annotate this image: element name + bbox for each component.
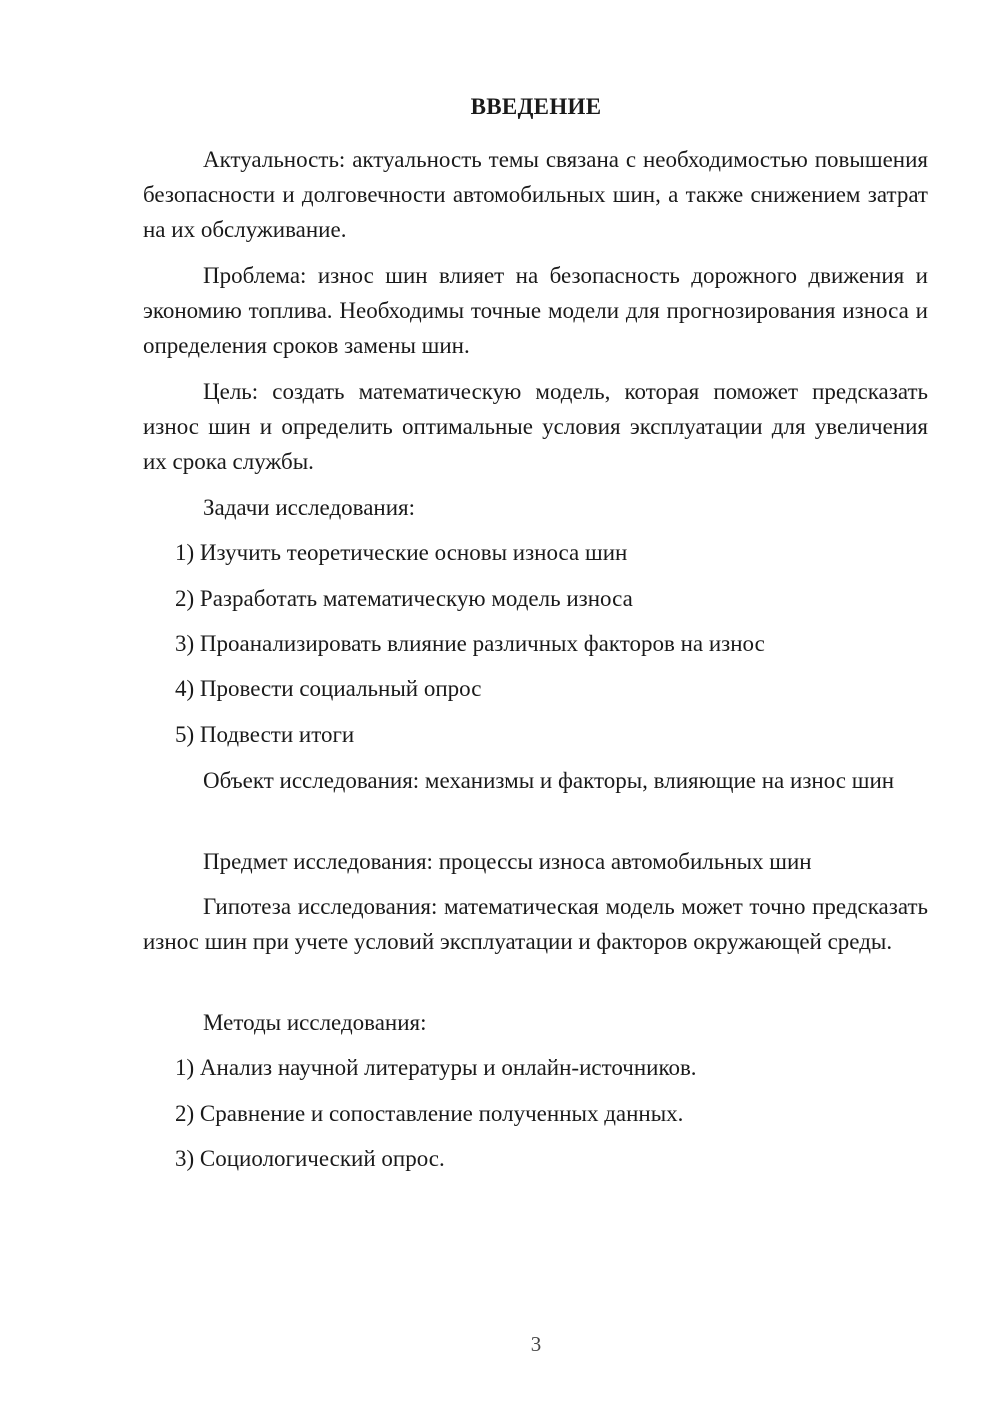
task-item: 5) Подвести итоги [175, 722, 355, 747]
section-title: ВВЕДЕНИЕ [470, 94, 602, 119]
method-item: 1) Анализ научной литературы и онлайн-источников. [175, 1055, 697, 1080]
methods-heading: Методы исследования: [203, 1010, 427, 1035]
page-number: 3 [530, 1332, 542, 1356]
task-item: 1) Изучить теоретические основы износа шин [175, 540, 628, 565]
object-paragraph: Объект исследования: механизмы и факторы, влияющие на износ шин [203, 768, 895, 793]
method-item: 2) Сравнение и сопоставление полученных данных. [175, 1101, 684, 1126]
goal-paragraph: Цель: создать математическую модель, которая поможет предсказать износ шин и определить оптимальные условия эксплуатации для увеличения их срока службы. [143, 379, 928, 474]
hypothesis-paragraph: Гипотеза исследования: математическая модель может точно предсказать износ шин при учете условий эксплуатации и факторов окружающей среды. [143, 894, 928, 954]
subject-paragraph: Предмет исследования: процессы износа автомобильных шин [203, 849, 812, 874]
task-item: 4) Провести социальный опрос [175, 676, 482, 701]
problem-paragraph: Проблема: износ шин влияет на безопасность дорожного движения и экономию топлива. Необходимы точные модели для прогнозирования износа и определения сроков замены шин. [143, 263, 928, 358]
actuality-paragraph: Актуальность: актуальность темы связана с необходимостью повышения безопасности и долговечности автомобильных шин, а также снижением затрат на их обслуживание. [143, 147, 928, 242]
task-item: 3) Проанализировать влияние различных факторов на износ [175, 631, 765, 656]
method-item: 3) Социологический опрос. [175, 1146, 445, 1171]
task-item: 2) Разработать математическую модель износа [175, 586, 633, 611]
tasks-heading: Задачи исследования: [203, 495, 416, 520]
